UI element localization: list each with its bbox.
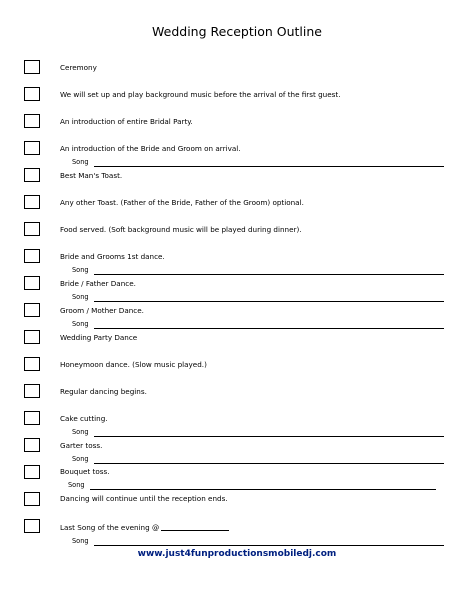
checkbox-honeymoon-dance[interactable] <box>24 357 40 371</box>
song-label: Song <box>72 266 89 274</box>
last-song-time-blank[interactable] <box>161 530 229 531</box>
item-garter-toss: Garter toss. <box>60 441 103 450</box>
item-groom-mother-dance: Groom / Mother Dance. <box>60 306 144 315</box>
checkbox-wedding-party-dance[interactable] <box>24 330 40 344</box>
checkbox-last-song[interactable] <box>24 519 40 533</box>
song-blank-line[interactable] <box>94 463 444 464</box>
song-label: Song <box>72 293 89 301</box>
item-regular-dancing: Regular dancing begins. <box>60 387 147 396</box>
item-bride-groom-intro: An introduction of the Bride and Groom on arrival. <box>60 144 241 153</box>
song-blank-line[interactable] <box>94 545 444 546</box>
song-label: Song <box>68 481 85 489</box>
checkbox-garter-toss[interactable] <box>24 438 40 452</box>
checkbox-best-man-toast[interactable] <box>24 168 40 182</box>
item-last-song <box>60 523 229 532</box>
song-label: Song <box>72 537 89 545</box>
song-label: Song <box>72 158 89 166</box>
item-food-served: Food served. (Soft background music will be played during dinner). <box>60 225 302 234</box>
song-row-cake-cutting <box>72 428 444 438</box>
song-row-last-song <box>72 537 444 547</box>
item-honeymoon-dance: Honeymoon dance. (Slow music played.) <box>60 360 207 369</box>
song-row-garter-toss <box>72 455 444 465</box>
song-label: Song <box>72 455 89 463</box>
item-wedding-party-dance: Wedding Party Dance <box>60 333 138 342</box>
item-other-toast: Any other Toast. (Father of the Bride, Father of the Groom) optional. <box>60 198 304 207</box>
checkbox-bride-groom-intro[interactable] <box>24 141 40 155</box>
song-label: Song <box>72 428 89 436</box>
checkbox-ceremony[interactable] <box>24 60 40 74</box>
item-dancing-continues: Dancing will continue until the reception ends. <box>60 494 228 503</box>
checkbox-bride-father-dance[interactable] <box>24 276 40 290</box>
song-blank-line[interactable] <box>90 489 436 490</box>
item-ceremony: Ceremony <box>60 63 97 72</box>
item-bridal-party-intro: An introduction of entire Bridal Party. <box>60 117 193 126</box>
song-row-first-dance <box>72 266 444 276</box>
item-best-man-toast: Best Man's Toast. <box>60 171 123 180</box>
checkbox-cake-cutting[interactable] <box>24 411 40 425</box>
checkbox-first-dance[interactable] <box>24 249 40 263</box>
checkbox-dancing-continues[interactable] <box>24 492 40 506</box>
song-label: Song <box>72 320 89 328</box>
item-last-song-label: Last Song of the evening @ <box>60 523 160 532</box>
song-blank-line[interactable] <box>94 301 444 302</box>
item-bouquet-toss: Bouquet toss. <box>60 467 110 476</box>
song-row-bride-groom-intro <box>72 158 444 168</box>
song-row-bride-father-dance <box>72 293 444 303</box>
item-bride-father-dance: Bride / Father Dance. <box>60 279 136 288</box>
checkbox-other-toast[interactable] <box>24 195 40 209</box>
checkbox-regular-dancing[interactable] <box>24 384 40 398</box>
checkbox-bouquet-toss[interactable] <box>24 465 40 479</box>
song-row-bouquet-toss <box>68 481 438 491</box>
page-title: Wedding Reception Outline <box>152 24 322 39</box>
checkbox-food-served[interactable] <box>24 222 40 236</box>
song-row-groom-mother-dance <box>72 320 444 330</box>
item-first-dance: Bride and Grooms 1st dance. <box>60 252 165 261</box>
song-blank-line[interactable] <box>94 328 444 329</box>
checkbox-bridal-party-intro[interactable] <box>24 114 40 128</box>
checkbox-background-music[interactable] <box>24 87 40 101</box>
item-background-music: We will set up and play background music before the arrival of the first guest. <box>60 90 341 99</box>
song-blank-line[interactable] <box>94 436 444 437</box>
checkbox-groom-mother-dance[interactable] <box>24 303 40 317</box>
song-blank-line[interactable] <box>94 166 444 167</box>
song-blank-line[interactable] <box>94 274 444 275</box>
item-cake-cutting: Cake cutting. <box>60 414 108 423</box>
footer-website-url[interactable]: www.just4funproductionsmobiledj.com <box>137 549 337 559</box>
